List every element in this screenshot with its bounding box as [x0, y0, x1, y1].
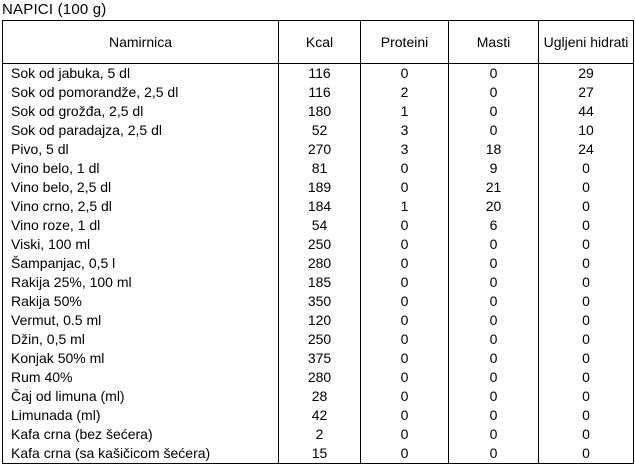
cell-value: 3 — [361, 140, 449, 159]
cell-value: 250 — [279, 330, 361, 349]
cell-value: 0 — [539, 425, 634, 444]
table-row — [3, 83, 634, 102]
cell-namirnica: Konjak 50% ml — [3, 349, 279, 368]
cell-namirnica: Vino belo, 2,5 dl — [3, 178, 279, 197]
table-row — [3, 254, 634, 273]
table-row — [3, 406, 634, 425]
table-row — [3, 444, 634, 464]
cell-value: 250 — [279, 235, 361, 254]
cell-value: 9 — [449, 159, 539, 178]
cell-value: 0 — [361, 330, 449, 349]
cell-value: 0 — [539, 178, 634, 197]
cell-value: 0 — [361, 349, 449, 368]
cell-value: 54 — [279, 216, 361, 235]
cell-value: 0 — [449, 425, 539, 444]
cell-namirnica: Kafa crna (bez šećera) — [3, 425, 279, 444]
cell-value: 0 — [539, 159, 634, 178]
cell-namirnica: Sok od grožđa, 2,5 dl — [3, 102, 279, 121]
cell-value: 185 — [279, 273, 361, 292]
cell-value: 3 — [361, 121, 449, 140]
cell-value: 1 — [361, 197, 449, 216]
cell-value: 116 — [279, 64, 361, 84]
cell-value: 280 — [279, 368, 361, 387]
cell-value: 28 — [279, 387, 361, 406]
cell-namirnica: Sok od jabuka, 5 dl — [3, 64, 279, 84]
page — [0, 1, 635, 468]
cell-namirnica: Rum 40% — [3, 368, 279, 387]
cell-value: 0 — [449, 406, 539, 425]
table-row — [3, 197, 634, 216]
cell-value: 27 — [539, 83, 634, 102]
column-header-proteini: Proteini — [361, 21, 449, 64]
cell-value: 42 — [279, 406, 361, 425]
cell-namirnica: Limunada (ml) — [3, 406, 279, 425]
cell-value: 0 — [449, 292, 539, 311]
cell-value: 20 — [449, 197, 539, 216]
cell-namirnica: Rakija 50% — [3, 292, 279, 311]
cell-value: 0 — [449, 368, 539, 387]
cell-value: 0 — [539, 292, 634, 311]
cell-value: 0 — [449, 330, 539, 349]
cell-value: 44 — [539, 102, 634, 121]
cell-value: 189 — [279, 178, 361, 197]
cell-value: 2 — [279, 425, 361, 444]
cell-value: 0 — [361, 254, 449, 273]
cell-value: 18 — [449, 140, 539, 159]
cell-value: 0 — [539, 273, 634, 292]
cell-value: 0 — [361, 159, 449, 178]
cell-value: 0 — [539, 197, 634, 216]
table-row — [3, 387, 634, 406]
cell-value: 0 — [361, 216, 449, 235]
cell-value: 375 — [279, 349, 361, 368]
cell-namirnica: Vino belo, 1 dl — [3, 159, 279, 178]
nutrition-table — [2, 20, 634, 464]
column-header-ugljeni-hidrati: Ugljeni hidrati — [539, 21, 634, 64]
table-row — [3, 159, 634, 178]
cell-value: 0 — [449, 254, 539, 273]
header-row — [3, 21, 634, 64]
table-row — [3, 425, 634, 444]
cell-value: 0 — [539, 368, 634, 387]
table-row — [3, 311, 634, 330]
cell-value: 10 — [539, 121, 634, 140]
table-row — [3, 273, 634, 292]
cell-value: 0 — [361, 387, 449, 406]
table-body — [3, 64, 634, 464]
cell-value: 116 — [279, 83, 361, 102]
cell-value: 0 — [539, 444, 634, 464]
cell-namirnica: Sok od pomorandže, 2,5 dl — [3, 83, 279, 102]
cell-value: 0 — [449, 387, 539, 406]
cell-value: 1 — [361, 102, 449, 121]
table-row — [3, 102, 634, 121]
cell-value: 0 — [449, 102, 539, 121]
cell-value: 0 — [449, 235, 539, 254]
cell-value: 350 — [279, 292, 361, 311]
column-header-kcal: Kcal — [279, 21, 361, 64]
cell-value: 184 — [279, 197, 361, 216]
cell-value: 0 — [449, 83, 539, 102]
cell-value: 0 — [361, 178, 449, 197]
cell-value: 180 — [279, 102, 361, 121]
column-header-masti: Masti — [449, 21, 539, 64]
cell-namirnica: Vino crno, 2,5 dl — [3, 197, 279, 216]
cell-value: 0 — [361, 406, 449, 425]
cell-namirnica: Čaj od limuna (ml) — [3, 387, 279, 406]
cell-value: 0 — [361, 273, 449, 292]
cell-value: 0 — [361, 425, 449, 444]
cell-namirnica: Kafa crna (sa kašičicom šećera) — [3, 444, 279, 464]
table-row — [3, 64, 634, 84]
table-row — [3, 140, 634, 159]
cell-value: 21 — [449, 178, 539, 197]
cell-value: 0 — [449, 64, 539, 84]
cell-value: 0 — [449, 121, 539, 140]
cell-value: 81 — [279, 159, 361, 178]
page-title: NAPICI (100 g) — [2, 1, 107, 18]
cell-value: 0 — [361, 368, 449, 387]
cell-value: 0 — [361, 292, 449, 311]
cell-value: 2 — [361, 83, 449, 102]
cell-value: 0 — [449, 311, 539, 330]
cell-value: 0 — [539, 235, 634, 254]
cell-value: 29 — [539, 64, 634, 84]
cell-value: 52 — [279, 121, 361, 140]
cell-value: 0 — [539, 216, 634, 235]
cell-value: 0 — [539, 387, 634, 406]
cell-value: 0 — [539, 330, 634, 349]
table-row — [3, 216, 634, 235]
cell-namirnica: Vermut, 0.5 ml — [3, 311, 279, 330]
cell-value: 6 — [449, 216, 539, 235]
cell-value: 0 — [361, 64, 449, 84]
cell-value: 120 — [279, 311, 361, 330]
table-row — [3, 349, 634, 368]
column-header-namirnica: Namirnica — [3, 21, 279, 64]
cell-value: 0 — [361, 235, 449, 254]
cell-value: 0 — [539, 254, 634, 273]
cell-value: 0 — [539, 406, 634, 425]
cell-namirnica: Viski, 100 ml — [3, 235, 279, 254]
cell-namirnica: Pivo, 5 dl — [3, 140, 279, 159]
cell-value: 0 — [449, 349, 539, 368]
table-header — [3, 21, 634, 64]
cell-namirnica: Rakija 25%, 100 ml — [3, 273, 279, 292]
cell-value: 0 — [539, 311, 634, 330]
cell-value: 0 — [361, 444, 449, 464]
cell-value: 0 — [539, 349, 634, 368]
cell-value: 0 — [449, 444, 539, 464]
cell-value: 280 — [279, 254, 361, 273]
table-row — [3, 121, 634, 140]
cell-namirnica: Džin, 0,5 ml — [3, 330, 279, 349]
cell-namirnica: Šampanjac, 0,5 l — [3, 254, 279, 273]
cell-namirnica: Sok od paradajza, 2,5 dl — [3, 121, 279, 140]
cell-value: 15 — [279, 444, 361, 464]
table-row — [3, 368, 634, 387]
cell-value: 24 — [539, 140, 634, 159]
table-row — [3, 235, 634, 254]
table-row — [3, 178, 634, 197]
cell-value: 0 — [449, 273, 539, 292]
cell-value: 270 — [279, 140, 361, 159]
table-row — [3, 292, 634, 311]
cell-namirnica: Vino roze, 1 dl — [3, 216, 279, 235]
table-row — [3, 330, 634, 349]
cell-value: 0 — [361, 311, 449, 330]
